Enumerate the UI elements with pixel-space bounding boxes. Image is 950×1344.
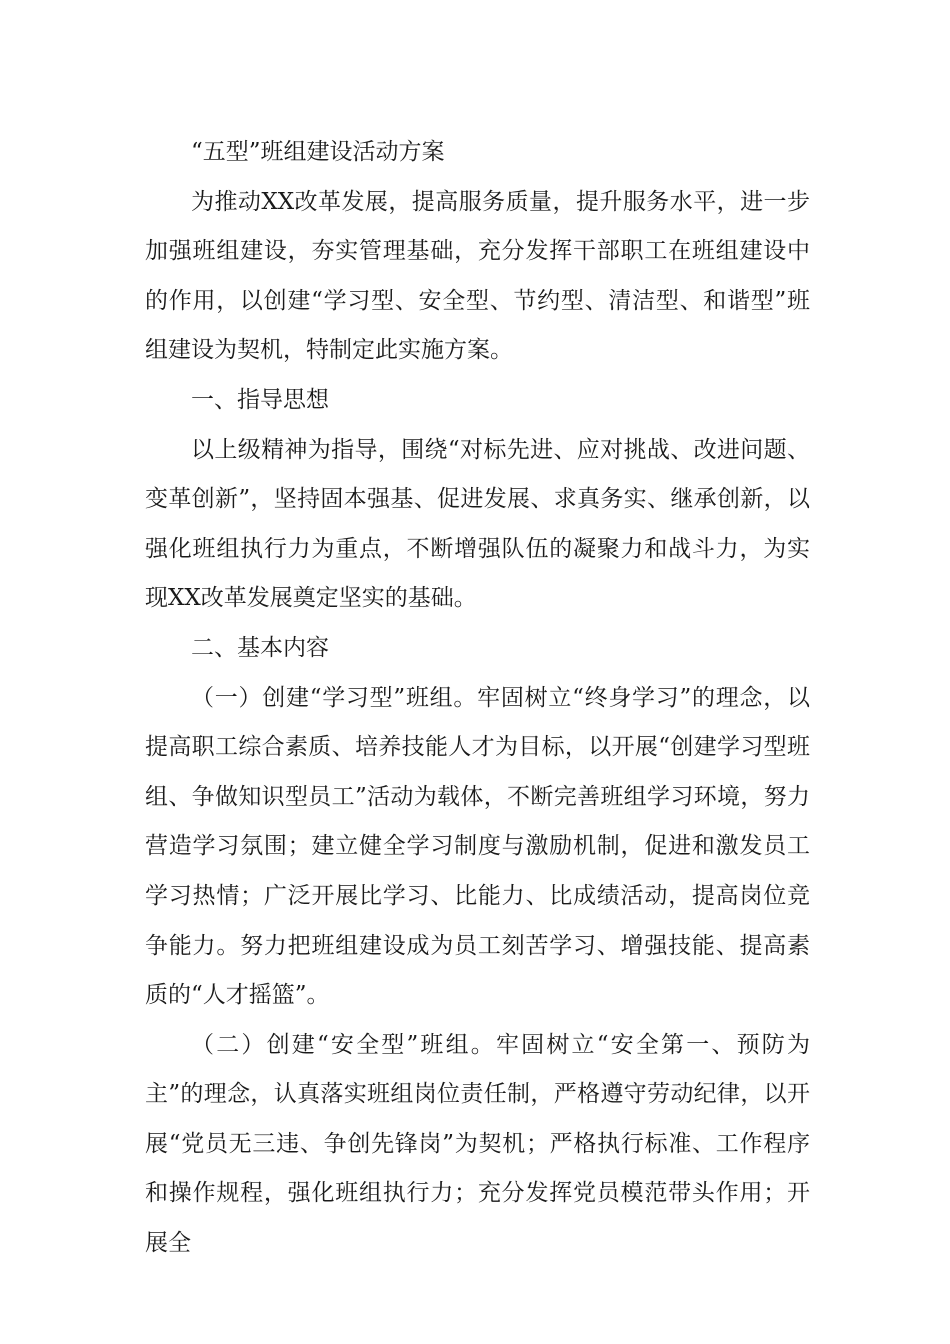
document-body	[145, 128, 810, 1269]
section-heading-basic-content: 二、基本内容	[191, 634, 329, 661]
intro-paragraph: 为推动XX改革发展，提高服务质量，提升服务水平，进一步加强班组建设，夯实管理基础，充分发挥干部职工在班组建设中的作用，以创建“学习型、安全型、节约型、清洁型、和谐型”班组建设为契机，特制定此实施方案。	[145, 188, 810, 364]
safety-team-paragraph: （二）创建“安全型”班组。牢固树立“安全第一、预防为主”的理念，认真落实班组岗位责任制，严格遵守劳动纪律，以开展“党员无三违、争创先锋岗”为契机；严格执行标准、工作程序和操作规程，强化班组执行力；充分发挥党员模范带头作用；开展全	[145, 1031, 810, 1257]
learning-team-paragraph: （一）创建“学习型”班组。牢固树立“终身学习”的理念，以提高职工综合素质、培养技能人才为目标，以开展“创建学习型班组、争做知识型员工”活动为载体，不断完善班组学习环境，努力营造学习氛围；建立健全学习制度与激励机制，促进和激发员工学习热情；广泛开展比学习、比能力、比成绩活动，提高岗位竞争能力。努力把班组建设成为员工刻苦学习、增强技能、提高素质的“人才摇篮”。	[145, 684, 810, 1009]
guiding-ideology-paragraph: 以上级精神为指导，围绕“对标先进、应对挑战、改进问题、变革创新”，坚持固本强基、促进发展、求真务实、继承创新，以强化班组执行力为重点，不断增强队伍的凝聚力和战斗力，为实现XX改革发展奠定坚实的基础。	[145, 436, 810, 612]
section-heading-guiding-ideology: 一、指导思想	[191, 386, 329, 413]
document-title: “五型”班组建设活动方案	[191, 139, 445, 165]
